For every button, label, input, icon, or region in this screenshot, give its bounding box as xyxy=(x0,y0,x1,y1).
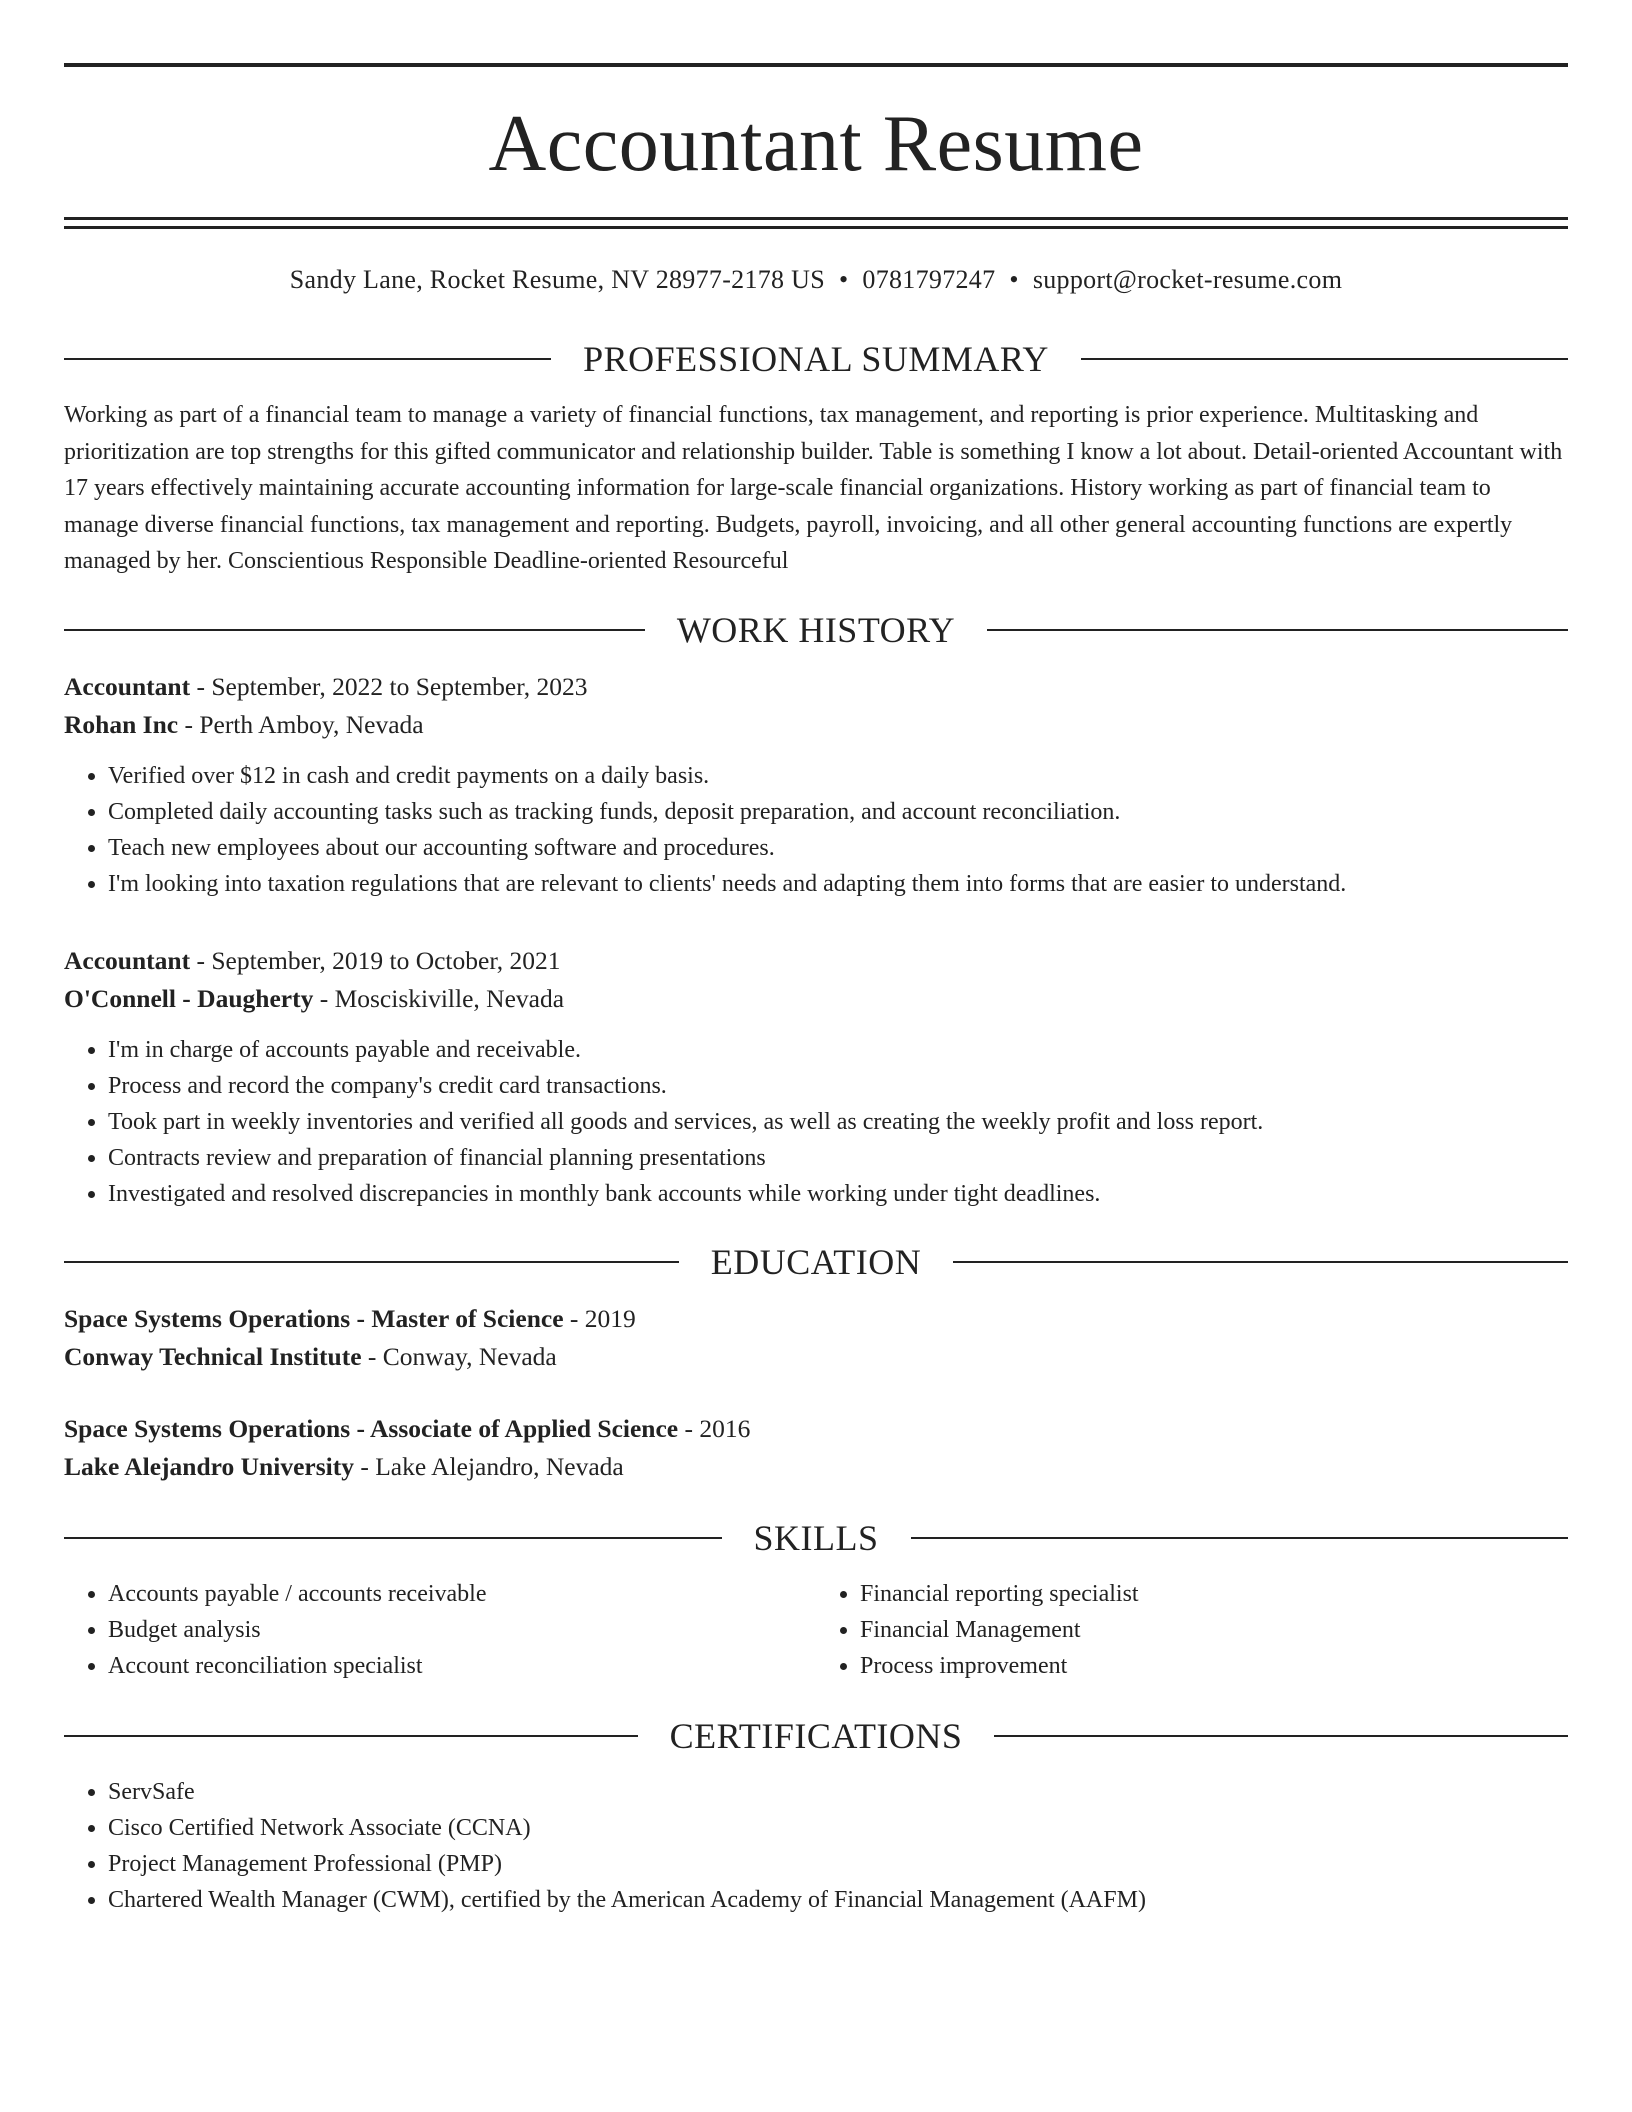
job-company-line xyxy=(64,706,1568,744)
skill-item: • Accounts payable / accounts receivable xyxy=(108,1576,816,1612)
education-location: - Conway, Nevada xyxy=(361,1341,557,1371)
education-degree-line xyxy=(64,1300,1568,1338)
certification-item: • Chartered Wealth Manager (CWM), certified by the American Academy of Financial Management (AAFM) xyxy=(108,1882,1568,1918)
skills-grid xyxy=(64,1576,1568,1684)
title-rule-lower xyxy=(64,226,1568,229)
section-title-summary: PROFESSIONAL SUMMARY xyxy=(583,339,1049,379)
section-rule-left xyxy=(64,629,645,631)
education-degree: Space Systems Operations - Master of Science xyxy=(64,1303,564,1333)
job-bullet: • Took part in weekly inventories and verified all goods and services, as well as creating the weekly profit and loss report. xyxy=(108,1104,1568,1140)
job-title-line xyxy=(64,668,1568,706)
education-school: Lake Alejandro University xyxy=(64,1451,354,1481)
section-header-education xyxy=(64,1242,1568,1282)
section-header-skills xyxy=(64,1518,1568,1558)
contact-address: Sandy Lane, Rocket Resume, NV 28977-2178 US xyxy=(289,265,825,294)
job-dates: - September, 2022 to September, 2023 xyxy=(190,671,588,701)
section-rule-right xyxy=(953,1261,1568,1263)
skill-item: • Financial reporting specialist xyxy=(860,1576,1568,1612)
title-rule-upper xyxy=(64,217,1568,220)
job-bullet: • Contracts review and preparation of financial planning presentations xyxy=(108,1140,1568,1176)
section-rule-right xyxy=(1081,358,1568,360)
job-company: Rohan Inc xyxy=(64,709,179,739)
certification-item: • Project Management Professional (PMP) xyxy=(108,1846,1568,1882)
job-bullet: • I'm looking into taxation regulations that are relevant to clients' needs and adapting them into forms that are easier to understand. xyxy=(108,866,1568,902)
job-location: - Mosciskiville, Nevada xyxy=(313,983,565,1013)
job-company: O'Connell - Daugherty xyxy=(64,983,314,1013)
certification-item: • ServSafe xyxy=(108,1774,1568,1810)
job-dates: - September, 2019 to October, 2021 xyxy=(190,945,561,975)
certification-item: • Cisco Certified Network Associate (CCNA) xyxy=(108,1810,1568,1846)
job-entry xyxy=(64,668,1568,902)
section-rule-left xyxy=(64,1735,638,1737)
contact-separator: • xyxy=(839,265,849,294)
certifications-list xyxy=(64,1774,1568,1918)
job-title: Accountant xyxy=(64,945,191,975)
job-bullet: • Teach new employees about our accounting software and procedures. xyxy=(108,830,1568,866)
section-header-work xyxy=(64,610,1568,650)
section-rule-left xyxy=(64,1537,722,1539)
job-bullets xyxy=(64,758,1568,902)
job-location: - Perth Amboy, Nevada xyxy=(178,709,424,739)
section-title-certifications: CERTIFICATIONS xyxy=(669,1715,963,1756)
job-bullet: • I'm in charge of accounts payable and receivable. xyxy=(108,1032,1568,1068)
education-degree-line xyxy=(64,1410,1568,1448)
contact-separator: • xyxy=(1009,265,1019,294)
job-company-line xyxy=(64,980,1568,1018)
resume-page xyxy=(64,63,1568,1918)
job-title: Accountant xyxy=(64,671,191,701)
education-year: - 2016 xyxy=(678,1413,751,1443)
section-title-education: EDUCATION xyxy=(710,1241,922,1282)
section-header-certifications xyxy=(64,1716,1568,1756)
job-bullet: • Completed daily accounting tasks such as tracking funds, deposit preparation, and account reconciliation. xyxy=(108,794,1568,830)
skills-column-right xyxy=(816,1576,1568,1684)
section-rule-right xyxy=(911,1537,1569,1539)
job-bullet: • Verified over $12 in cash and credit payments on a daily basis. xyxy=(108,758,1568,794)
skill-item: • Process improvement xyxy=(860,1648,1568,1684)
section-rule-left xyxy=(64,1261,679,1263)
contact-email: support@rocket-resume.com xyxy=(1032,265,1343,294)
contact-phone: 0781797247 xyxy=(862,265,996,294)
contact-line xyxy=(64,265,1568,295)
education-school-line xyxy=(64,1338,1568,1376)
job-title-line xyxy=(64,942,1568,980)
skill-item: • Financial Management xyxy=(860,1612,1568,1648)
education-year: - 2019 xyxy=(563,1303,636,1333)
section-rule-right xyxy=(987,629,1568,631)
section-header-summary xyxy=(64,339,1568,379)
section-rule-right xyxy=(994,1735,1568,1737)
skill-item: • Account reconciliation specialist xyxy=(108,1648,816,1684)
section-title-work: WORK HISTORY xyxy=(676,609,956,650)
section-rule-left xyxy=(64,358,551,360)
education-entry xyxy=(64,1300,1568,1376)
job-bullet: • Investigated and resolved discrepancies in monthly bank accounts while working under tight deadlines. xyxy=(108,1176,1568,1212)
skills-column-left xyxy=(64,1576,816,1684)
education-degree: Space Systems Operations - Associate of Applied Science xyxy=(64,1413,679,1443)
top-rule xyxy=(64,63,1568,67)
summary-text: Working as part of a financial team to manage a variety of financial functions, tax management, and reporting is prior experience. Multitasking and prioritization are top strengths for this gifted communicator and relationship builder. Table is something I know a lot about. Detail-oriented Accountant with 17 years effectively maintaining accurate accounting information for large-scale financial organizations. History working as part of financial team to manage diverse financial functions, tax management and reporting. Budgets, payroll, invoicing, and all other general accounting functions are expertly managed by her. Conscientious Responsible Deadline-oriented Resourceful xyxy=(64,402,1563,574)
education-school: Conway Technical Institute xyxy=(64,1341,362,1371)
education-entry xyxy=(64,1410,1568,1486)
skill-item: • Budget analysis xyxy=(108,1612,816,1648)
job-bullet: • Process and record the company's credit card transactions. xyxy=(108,1068,1568,1104)
job-entry xyxy=(64,942,1568,1212)
job-bullets xyxy=(64,1032,1568,1212)
education-school-line xyxy=(64,1448,1568,1486)
education-location: - Lake Alejandro, Nevada xyxy=(353,1451,624,1481)
section-title-skills: SKILLS xyxy=(753,1517,879,1558)
page-title: Accountant Resume xyxy=(488,100,1144,188)
